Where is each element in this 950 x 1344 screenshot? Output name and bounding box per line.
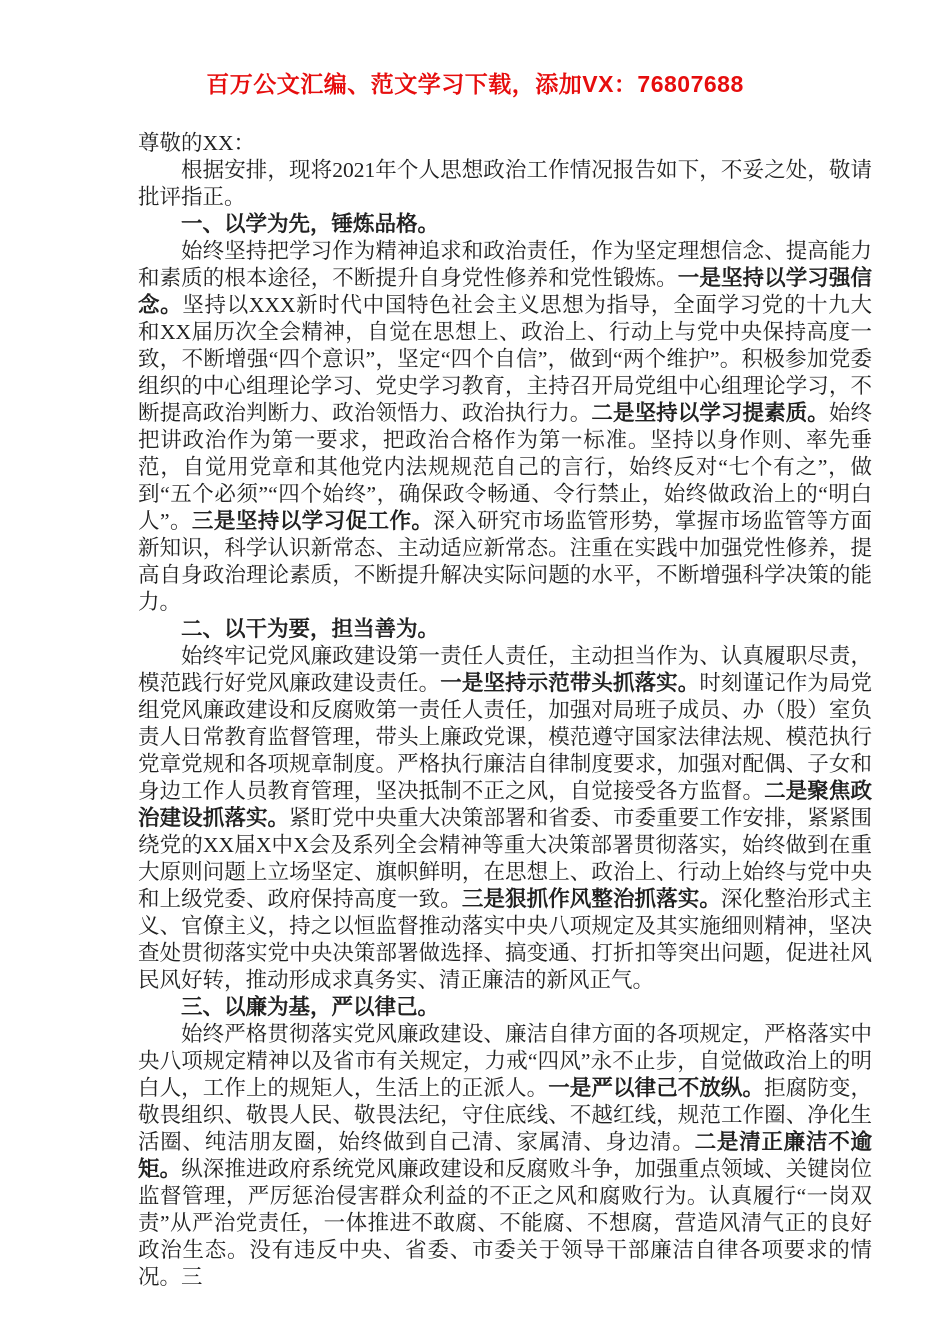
bold-text-run: 二是聚焦政治建设抓落实。 bbox=[138, 779, 872, 830]
ad-banner bbox=[0, 0, 950, 98]
paragraph bbox=[138, 157, 872, 211]
paragraph bbox=[138, 1021, 872, 1291]
text-run: 尊敬的XX： bbox=[138, 131, 256, 155]
text-run: 深入研究市场监管形势，掌握市场监管等方面新知识，科学认识新常态、主动适应新常态。注重在实践中加强党性修养，提高自身政治理论素质，不断提升解决实际问题的水平，不断增强科学决策的能力。 bbox=[138, 509, 872, 614]
text-run: 坚持以XXX新时代中国特色社会主义思想为指导，全面学习党的十九大和XX届历次全会精神，自觉在思想上、政治上、行动上与党中央保持高度一致，不断增强“四个意识”，坚定“四个自信”，做到“两个维护”。积极参加党委组织的中心组理论学习、党史学习教育，主持召开局党组中心组理论学习，不断提高政治判断力、政治领悟力、政治执行力。 bbox=[138, 293, 872, 425]
text-run: 紧盯党中央重大决策部署和省委、市委重要工作安排，紧紧围绕党的XX届X中X会及系列全会精神等重大决策部署贯彻落实，始终做到在重大原则问题上立场坚定、旗帜鲜明，在思想上、政治上、行动上始终与党中央和上级党委、政府保持高度一致。 bbox=[138, 806, 872, 911]
bold-text-run: 三是坚持以学习促工作。 bbox=[191, 509, 434, 533]
paragraph bbox=[138, 643, 872, 994]
paragraph bbox=[138, 130, 872, 157]
text-run: 根据安排，现将2021年个人思想政治工作情况报告如下，不妥之处，敬请批评指正。 bbox=[138, 158, 872, 209]
bold-text-run: 二、以干为要，担当善为。 bbox=[181, 617, 440, 641]
bold-text-run: 一是坚持示范带头抓落实。 bbox=[440, 671, 700, 695]
text-run: 深化整治形式主义、官僚主义，持之以恒监督推动落实中央八项规定及其实施细则精神，坚决查处贯彻落实党中央决策部署做选择、搞变通、打折扣等突出问题，促进社风民风好转，推动形成求真务实、清正廉洁的新风正气。 bbox=[138, 887, 872, 992]
text-run: 始终严格贯彻落实党风廉政建设、廉洁自律方面的各项规定，严格落实中央八项规定精神以及省市有关规定，力戒“四风”永不止步，自觉做政治上的明白人，工作上的规矩人，生活上的正派人。 bbox=[138, 1022, 872, 1100]
bold-text-run: 二是清正廉洁不逾矩。 bbox=[138, 1130, 872, 1181]
text-run: 拒腐防变，敬畏组织、敬畏人民、敬畏法纪，守住底线、不越红线，规范工作圈、净化生活圈、纯洁朋友圈，始终做到自己清、家属清、身边清。 bbox=[138, 1076, 872, 1154]
text-run: 始终把讲政治作为第一要求，把政治合格作为第一标准。坚持以身作则、率先垂范，自觉用党章和其他党内法规规范自己的言行，始终反对“七个有之”，做到“五个必须”“四个始终”，确保政令畅通、令行禁止，始终做政治上的“明白人”。 bbox=[138, 401, 872, 533]
bold-text-run: 一、以学为先，锤炼品格。 bbox=[181, 212, 440, 236]
section-heading bbox=[138, 211, 872, 238]
section-heading bbox=[138, 616, 872, 643]
text-run: 始终坚持把学习作为精神追求和政治责任，作为坚定理想信念、提高能力和素质的根本途径，不断提升自身党性修养和党性锻炼。 bbox=[138, 239, 872, 290]
text-run: 时刻谨记作为局党组党风廉政建设和反腐败第一责任人责任，加强对局班子成员、办（股）室负责人日常教育监督管理，带头上廉政党课，模范遵守国家法律法规、模范执行党章党规和各项规章制度。严格执行廉洁自律制度要求，加强对配偶、子女和身边工作人员教育管理，坚决抵制不正之风，自觉接受各方监督。 bbox=[138, 671, 872, 803]
bold-text-run: 三、以廉为基，严以律己。 bbox=[181, 995, 440, 1019]
text-run: 纵深推进政府系统党风廉政建设和反腐败斗争，加强重点领域、关键岗位监督管理，严厉惩治侵害群众利益的不正之风和腐败行为。认真履行“一岗双责”从严治党责任，一体推进不敢腐、不能腐、不想腐，营造风清气正的良好政治生态。没有违反中央、省委、市委关于领导干部廉洁自律各项要求的情况。三 bbox=[138, 1157, 872, 1289]
section-heading bbox=[138, 994, 872, 1021]
bold-text-run: 三是狠抓作风整治抓落实。 bbox=[461, 887, 721, 911]
bold-text-run: 二是坚持以学习提素质。 bbox=[591, 401, 829, 425]
bold-text-run: 一是坚持以学习强信念。 bbox=[138, 266, 872, 317]
text-run: 始终牢记党风廉政建设第一责任人责任，主动担当作为、认真履职尽责，模范践行好党风廉政建设责任。 bbox=[138, 644, 872, 695]
ad-banner-text[interactable]: 百万公文汇编、范文学习下载，添加VX：76807688 bbox=[206, 71, 744, 97]
paragraph bbox=[138, 238, 872, 616]
document-body bbox=[138, 130, 872, 1291]
bold-text-run: 一是严以律己不放纵。 bbox=[548, 1076, 765, 1100]
